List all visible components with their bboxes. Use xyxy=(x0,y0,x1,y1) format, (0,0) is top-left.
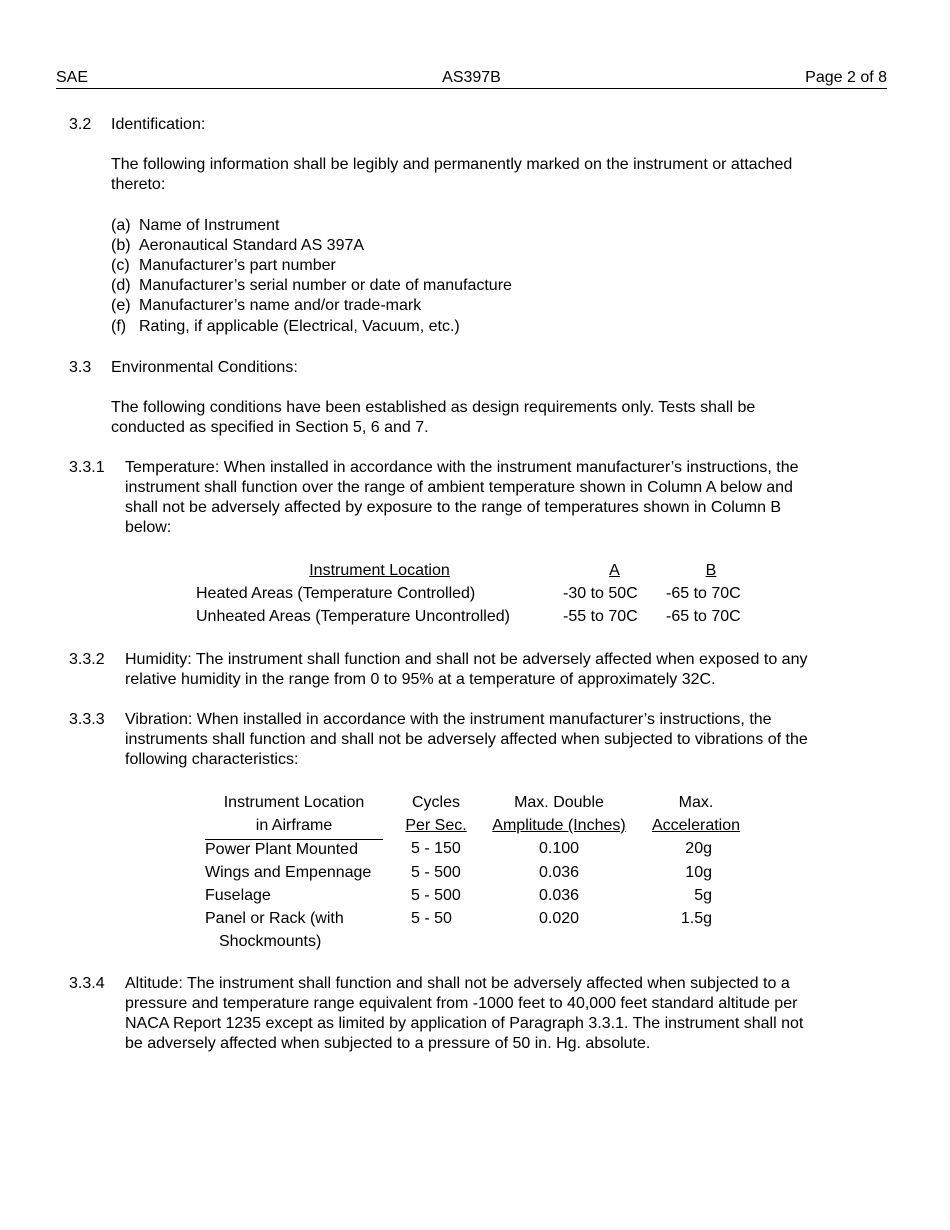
table-header-row xyxy=(196,561,756,584)
table-cell: -65 to 70C xyxy=(666,585,741,602)
section-3-3-1-line-2: instrument shall function over the range of ambient temperature shown in Column A below and xyxy=(125,479,793,496)
table-header-cell: Instrument Location xyxy=(309,562,450,579)
section-3-3-intro-line-2: conducted as specified in Section 5, 6 and 7. xyxy=(111,419,429,436)
section-3-2-intro-line-2: thereto: xyxy=(111,176,166,193)
temperature-table xyxy=(196,561,756,630)
list-item xyxy=(111,296,421,316)
table-header-cell: Max. Double xyxy=(514,794,604,811)
table-header-cell: Amplitude (Inches) xyxy=(492,817,626,834)
table-cell: -30 to 50C xyxy=(563,585,638,602)
section-3-3-4-number: 3.3.4 xyxy=(69,975,105,992)
table-header-cell: B xyxy=(705,562,717,579)
table-row xyxy=(196,607,756,630)
section-3-3-3-line-1: Vibration: When installed in accordance with the instrument manufacturer’s instructions, the xyxy=(125,711,772,728)
section-3-3-2-line-1: Humidity: The instrument shall function and shall not be adversely affected when exposed to any xyxy=(125,651,808,668)
table-cell: 5 - 50 xyxy=(411,909,452,927)
table-cell: Power Plant Mounted xyxy=(205,840,358,858)
list-item-label: (c) xyxy=(111,257,130,274)
header-org: SAE xyxy=(56,69,89,86)
list-item-label: (a) xyxy=(111,217,131,234)
table-row xyxy=(196,584,756,607)
table-cell: 5 - 500 xyxy=(411,863,461,881)
vibration-table xyxy=(205,793,743,955)
section-3-3-1-number: 3.3.1 xyxy=(69,459,105,476)
table-cell: 1.5g xyxy=(680,909,712,927)
section-3-3-1-line-3: shall not be adversely affected by exposure to the range of temperatures shown in Column B xyxy=(125,499,782,516)
list-item-text: Manufacturer’s serial number or date of manufacture xyxy=(139,277,512,294)
list-item xyxy=(111,317,460,337)
table-row xyxy=(205,863,743,886)
table-cell: Fuselage xyxy=(205,886,271,904)
table-header-cell: Cycles xyxy=(411,794,460,811)
table-header-cell: Instrument Location xyxy=(223,794,365,811)
table-cell: Shockmounts) xyxy=(219,932,322,950)
list-item xyxy=(111,276,512,296)
table-cell: 0.020 xyxy=(538,909,580,927)
section-3-3-3-line-3: following characteristics: xyxy=(125,751,299,768)
section-3-2-intro-line-1: The following information shall be legibly and permanently marked on the instrument or attached xyxy=(111,156,793,173)
table-cell: 10g xyxy=(685,863,712,881)
section-3-3-4-line-2: pressure and temperature range equivalent from -1000 feet to 40,000 feet standard altitude per xyxy=(125,995,798,1012)
section-3-3-title: Environmental Conditions: xyxy=(111,359,298,376)
section-3-3-intro-line-1: The following conditions have been established as design requirements only. Tests shall be xyxy=(111,399,756,416)
table-cell: 5g xyxy=(694,886,712,904)
table-header-cell: A xyxy=(609,562,620,579)
table-row xyxy=(205,886,743,909)
section-3-3-4-line-3: NACA Report 1235 except as limited by application of Paragraph 3.3.1. The instrument shall not xyxy=(125,1015,804,1032)
list-item-label: (e) xyxy=(111,297,131,314)
page-header xyxy=(56,68,887,89)
table-cell: -55 to 70C xyxy=(563,608,638,625)
table-header-row xyxy=(205,816,743,839)
section-3-3-1-line-1: Temperature: When installed in accordance with the instrument manufacturer’s instructions, the xyxy=(125,459,799,476)
section-3-3-4-line-1: Altitude: The instrument shall function and shall not be adversely affected when subjected to a xyxy=(125,975,790,992)
table-cell: -65 to 70C xyxy=(666,608,741,625)
table-cell: Unheated Areas (Temperature Uncontrolled) xyxy=(196,608,510,625)
list-item-text: Name of Instrument xyxy=(139,217,280,234)
list-item-text: Manufacturer’s name and/or trade-mark xyxy=(139,297,422,314)
table-header-cell: Max. xyxy=(678,794,714,811)
table-row xyxy=(205,839,743,863)
list-item-label: (d) xyxy=(111,277,131,294)
list-item-text: Aeronautical Standard AS 397A xyxy=(139,237,365,254)
section-3-3-4-line-4: be adversely affected when subjected to a pressure of 50 in. Hg. absolute. xyxy=(125,1035,651,1052)
header-doc-id: AS397B xyxy=(442,69,501,86)
list-item xyxy=(111,256,336,276)
section-3-3-1-line-4: below: xyxy=(125,519,172,536)
section-3-2-title: Identification: xyxy=(111,116,206,133)
table-row xyxy=(205,932,743,955)
list-item xyxy=(111,216,280,236)
table-cell: 0.036 xyxy=(538,886,580,904)
table-header-cell: in Airframe xyxy=(205,816,383,839)
table-cell: Heated Areas (Temperature Controlled) xyxy=(196,585,476,602)
list-item xyxy=(111,236,364,256)
table-cell: 5 - 500 xyxy=(411,886,461,904)
table-cell: 5 - 150 xyxy=(411,840,461,857)
section-3-3-2-line-2: relative humidity in the range from 0 to 95% at a temperature of approximately 32C. xyxy=(125,671,716,688)
section-3-3-2-number: 3.3.2 xyxy=(69,651,105,668)
section-3-3-number: 3.3 xyxy=(69,359,92,376)
table-header-cell: Per Sec. xyxy=(405,817,467,834)
table-cell: 0.036 xyxy=(538,863,580,881)
section-3-2-number: 3.2 xyxy=(69,116,92,133)
table-header-cell: Acceleration xyxy=(651,817,741,834)
list-item-text: Rating, if applicable (Electrical, Vacuum, etc.) xyxy=(139,318,460,335)
table-header-row xyxy=(205,793,743,816)
section-3-3-3-line-2: instruments shall function and shall not be adversely affected when subjected to vibrations of the xyxy=(125,731,808,748)
list-item-label: (b) xyxy=(111,237,131,254)
header-page-number: Page 2 of 8 xyxy=(805,69,887,86)
table-cell: 0.100 xyxy=(538,840,580,857)
table-cell: 20g xyxy=(685,840,712,857)
list-item-label: (f) xyxy=(111,318,127,335)
table-cell: Wings and Empennage xyxy=(205,863,372,881)
table-row xyxy=(205,909,743,932)
section-3-3-3-number: 3.3.3 xyxy=(69,711,105,728)
list-item-text: Manufacturer’s part number xyxy=(139,257,336,274)
table-cell: Panel or Rack (with xyxy=(205,909,344,927)
